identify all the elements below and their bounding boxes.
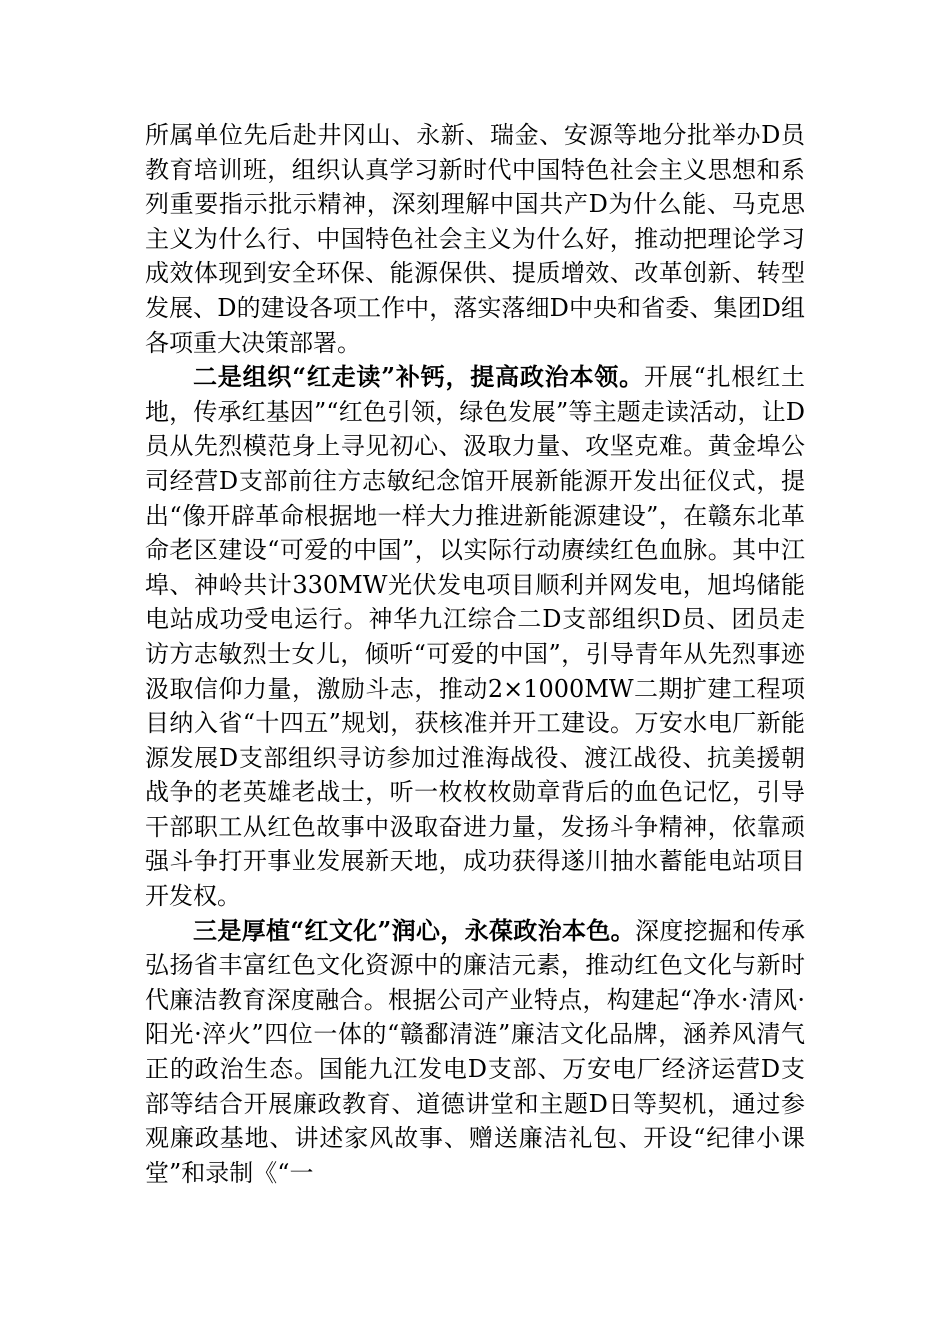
document-body: [145, 118, 805, 1190]
paragraph-2-lead: 二是组织“红走读”补钙，提高政治本领。: [193, 362, 644, 392]
paragraph-1: [145, 118, 805, 360]
paragraph-2: [145, 360, 805, 914]
paragraph-3-text: 深度挖掘和传承弘扬省丰富红色文化资源中的廉洁元素，推动红色文化与新时代廉洁教育深度融合。根据公司产业特点，构建起“净水·清风·阳光·淬火”四位一体的“赣鄱清涟”廉洁文化品牌，涵养风清气正的政治生态。国能九江发电D支部、万安电厂经济运营D支部等结合开展廉政教育、道德讲堂和主题D日等契机，通过参观廉政基地、讲述家风故事、赠送廉洁礼包、开设“纪律小课堂”和录制《“一: [145, 916, 806, 1187]
paragraph-3-lead: 三是厚植“红文化”润心，永葆政治本色。: [193, 915, 635, 945]
paragraph-3: [145, 914, 805, 1191]
paragraph-1-text: 所属单位先后赴井冈山、永新、瑞金、安源等地分批举办D员教育培训班，组织认真学习新时代中国特色社会主义思想和系列重要指示批示精神，深刻理解中国共产D为什么能、马克思主义为什么行、中国特色社会主义为什么好，推动把理论学习成效体现到安全环保、能源保供、提质增效、改革创新、转型发展、D的建设各项工作中，落实落细D中央和省委、集团D组各项重大决策部署。: [145, 121, 805, 357]
paragraph-2-text: 开展“扎根红土地，传承红基因”“红色引领，绿色发展”等主题走读活动，让D员从先烈模范身上寻见初心、汲取力量、攻坚克难。黄金埠公司经营D支部前往方志敏纪念馆开展新能源开发出征仪式，提出“像开辟革命根据地一样大力推进新能源建设”，在赣东北革命老区建设“可爱的中国”，以实际行动赓续红色血脉。其中江埠、神岭共计330MW光伏发电项目顺利并网发电，旭坞储能电站成功受电运行。神华九江综合二D支部组织D员、团员走访方志敏烈士女儿，倾听“可爱的中国”，引导青年从先烈事迹汲取信仰力量，激励斗志，推动2×1000MW二期扩建工程项目纳入省“十四五”规划，获核准并开工建设。万安水电厂新能源发展D支部组织寻访参加过淮海战役、渡江战役、抗美援朝战争的老英雄老战士，听一枚枚枚勋章背后的血色记忆，引导干部职工从红色故事中汲取奋进力量，发扬斗争精神，依靠顽强斗争打开事业发展新天地，成功获得遂川抽水蓄能电站项目开发权。: [145, 363, 806, 911]
